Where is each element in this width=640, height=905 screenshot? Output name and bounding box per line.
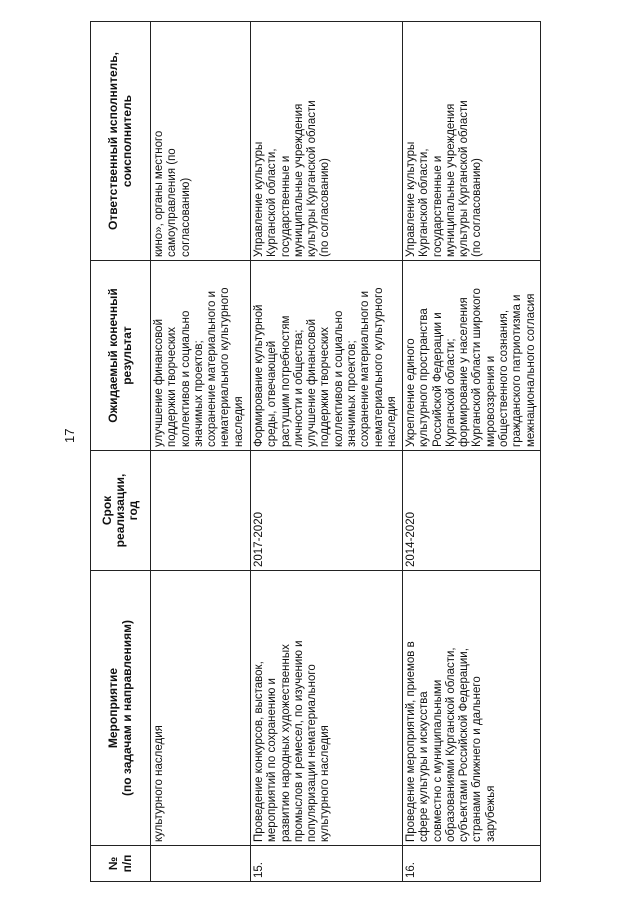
table-header-row xyxy=(91,22,151,882)
header-term: Срок реализации, год xyxy=(91,451,151,571)
header-result: Ожидаемый конечный результат xyxy=(91,261,151,451)
table-row xyxy=(251,22,403,882)
table-row xyxy=(151,22,251,882)
cell-term: 2014-2020 xyxy=(403,451,541,571)
header-executor: Ответственный исполнитель, соисполнитель xyxy=(91,22,151,261)
cell-number: 16. xyxy=(403,846,541,882)
cell-number: 15. xyxy=(251,846,403,882)
page-number: 17 xyxy=(62,428,77,443)
cell-executor: Управление культуры Курганской области, государственные и муниципальные учреждения культуры Курганской области (по согласованию) xyxy=(403,22,541,261)
cell-result: улучшение финансовой поддержки творческих коллективов и социально значимых проектов; сохранение материального и нематериального культурного наследия xyxy=(151,261,251,451)
cell-executor: Управление культуры Курганской области, государственные и муниципальные учреждения культуры Курганской области (по согласованию) xyxy=(251,22,403,261)
cell-event: Проведение мероприятий, приемов в сфере культуры и искусства совместно с муниципальными образованиями Курганской области, субъектами Российской Федерации, странами ближнего и дальнего зарубежья xyxy=(403,571,541,846)
cell-term xyxy=(151,451,251,571)
cell-event: Проведение конкурсов, выставок, мероприятий по сохранению и развитию народных художественных промыслов и ремесел, по изучению и популяризации нематериального культурного наследия xyxy=(251,571,403,846)
header-number: № п/п xyxy=(91,846,151,882)
cell-result: Укрепление единого культурного пространства Российской Федерации и Курганской области; формирование у населения Курганской области широкого мировоззрения и общественного сознания, гражданского патриотизма и межнационального согласия xyxy=(403,261,541,451)
header-event: Мероприятие (по задачам и направлениям) xyxy=(91,571,151,846)
cell-number xyxy=(151,846,251,882)
table-row xyxy=(403,22,541,882)
cell-executor: кино», органы местного самоуправления (по согласованию) xyxy=(151,22,251,261)
cell-result: Формирование культурной среды, отвечающей растущим потребностям личности и общества; улучшение финансовой поддержки творческих коллективов и социально значимых проектов; сохранение материального и нематериального культурного наследия xyxy=(251,261,403,451)
cell-event: культурного наследия xyxy=(151,571,251,846)
events-table xyxy=(90,21,541,882)
cell-term: 2017-2020 xyxy=(251,451,403,571)
rotated-table-container xyxy=(90,22,537,882)
